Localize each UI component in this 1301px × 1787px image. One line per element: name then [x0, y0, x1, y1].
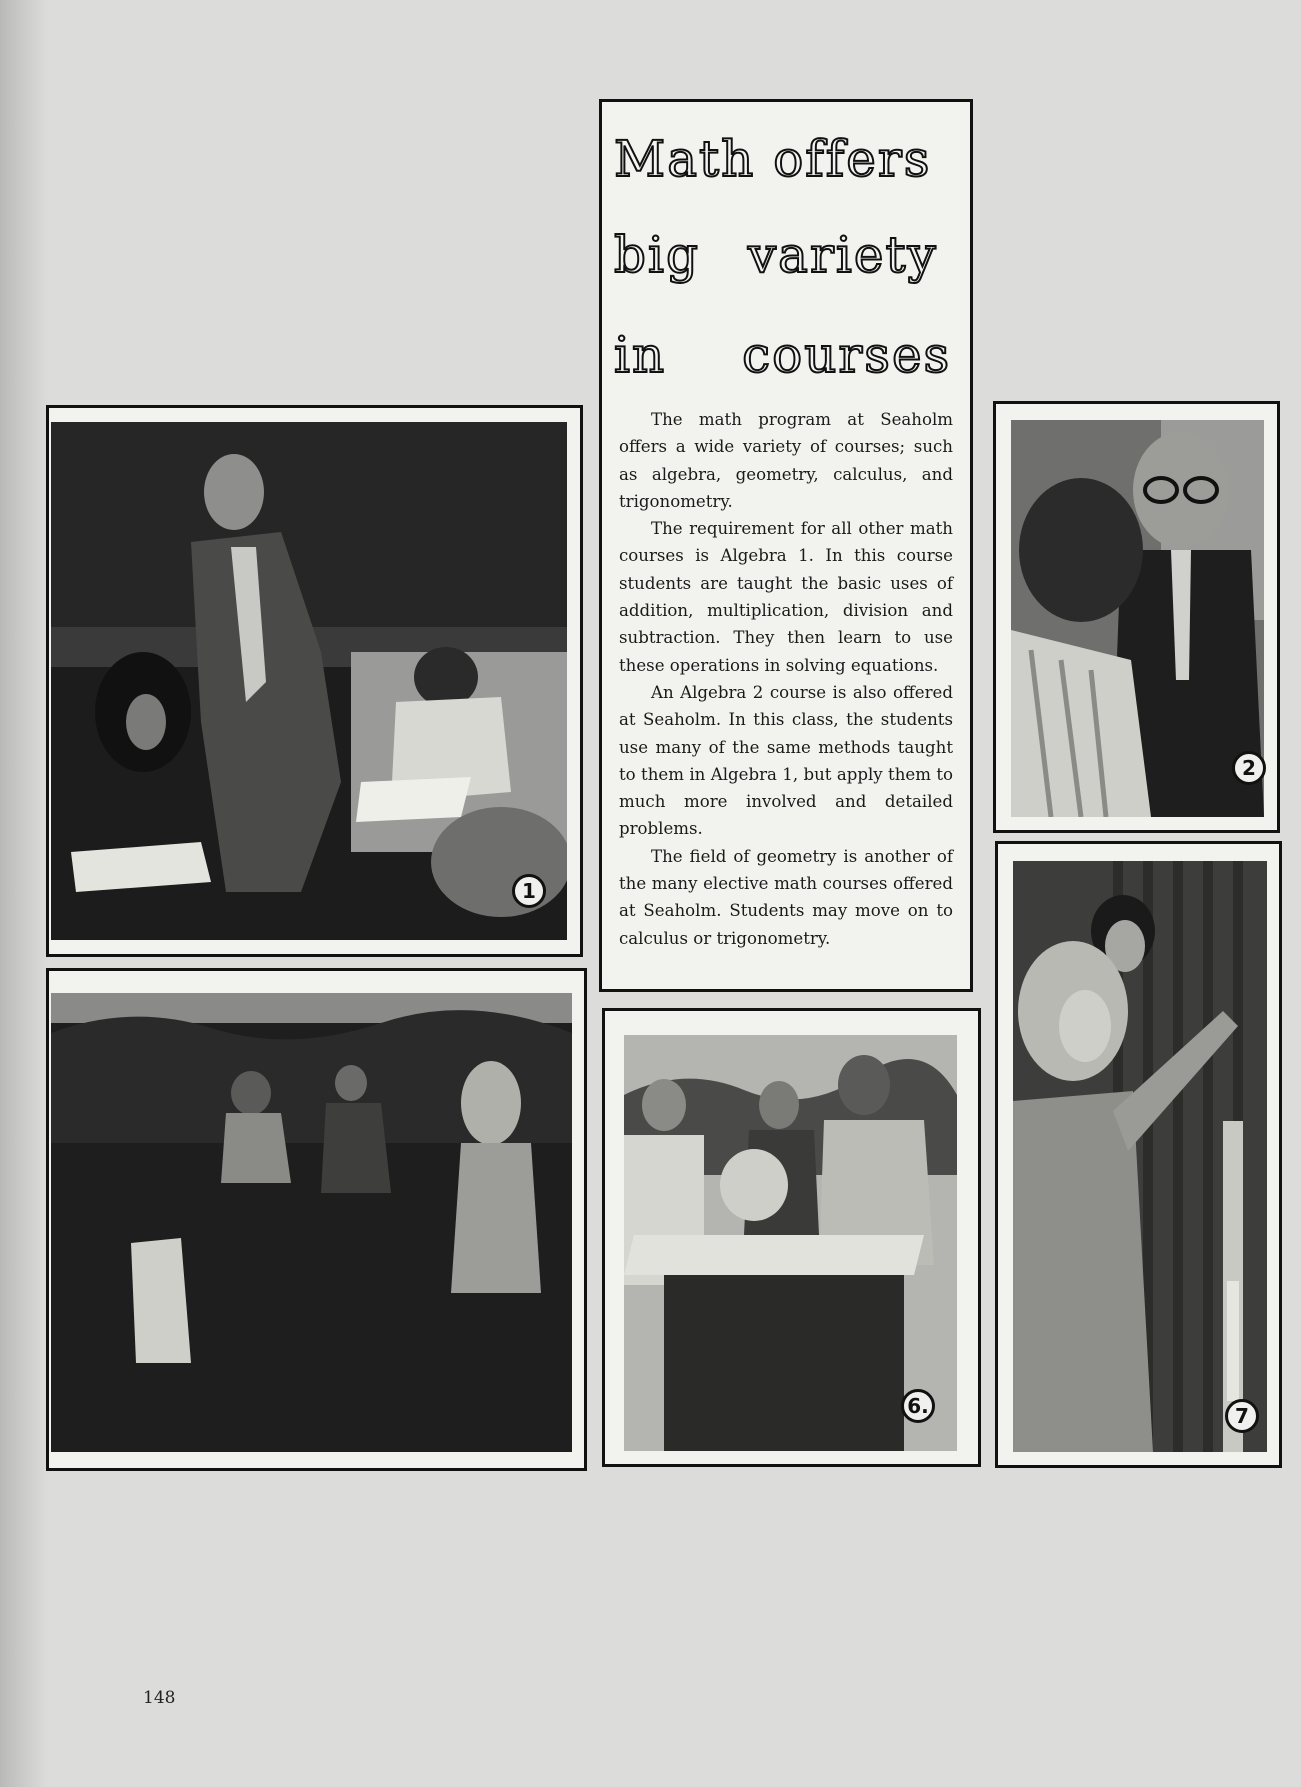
photo-5-students-outdoors: [51, 993, 572, 1452]
headline-line-3: in courses: [614, 326, 952, 384]
headline-line-2: big variety: [614, 226, 938, 284]
photo-2-number-badge: 2: [1232, 751, 1266, 785]
photo-2-frame: [993, 401, 1280, 833]
paragraph-3: An Algebra 2 course is also offered at Seaholm. In this class, the students use many of the same methods taught to them in Algebra 1, but apply them to much more involved and detailed problems.: [619, 682, 953, 839]
photo-1-number-badge: 1: [512, 874, 546, 908]
photo-1-frame: [46, 405, 583, 957]
photo-7-frame: [995, 841, 1282, 1468]
photo-5-frame: [46, 968, 587, 1471]
photo-2-teacher-with-student: [1011, 420, 1264, 817]
photo-7-number-badge: 7: [1225, 1399, 1259, 1433]
photo-1-classroom-teacher: [51, 422, 567, 940]
photo-6-students-with-board: [624, 1035, 957, 1451]
article-box: [599, 99, 973, 992]
article-body: [619, 406, 953, 952]
photo-6-frame: [602, 1008, 981, 1467]
paragraph-1: The math program at Seaholm offers a wide variety of courses; such as algebra, geometry, calculus, and trigonometry.: [619, 410, 953, 511]
page-number: 148: [143, 1688, 176, 1708]
photo-7-students-at-board: [1013, 861, 1267, 1452]
photo-6-number-badge: 6.: [901, 1389, 935, 1423]
paragraph-2: The requirement for all other math courses is Algebra 1. In this course students are taught the basic uses of addition, multiplication, division and subtraction. They then learn to use these operations in solving equations.: [619, 519, 953, 675]
paragraph-4: The field of geometry is another of the many elective math courses offered at Seaholm. Students may move on to calculus or trigonometry.: [619, 846, 953, 948]
page-gutter-shadow: [0, 0, 48, 1787]
headline-line-1: Math offers: [614, 130, 932, 188]
